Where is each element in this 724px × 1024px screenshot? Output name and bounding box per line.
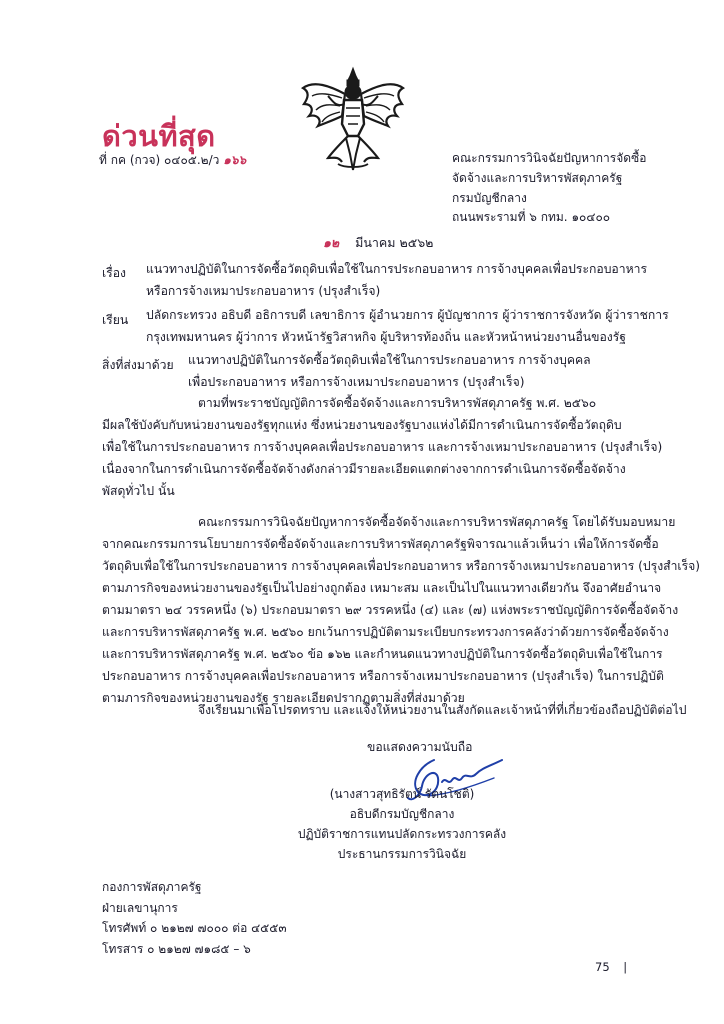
paragraph-line: ตามภารกิจของหน่วยงานของรัฐ รายละเอียดปรากฏตามสิ่งที่ส่งมาด้วย bbox=[102, 691, 465, 705]
enclosure-label: สิ่งที่ส่งมาด้วย bbox=[102, 358, 174, 372]
page-number-value: 75 bbox=[595, 960, 610, 974]
paragraph-line: วัตถุดิบเพื่อใช้ในการประกอบอาหาร การจ้างบุคคลเพื่อประกอบอาหาร หรือการจ้างเหมาประกอบอาหาร (ปรุงสำเร็จ) bbox=[102, 559, 701, 573]
footer-line: ฝ่ายเลขานุการ bbox=[102, 900, 178, 915]
contact-footer bbox=[102, 877, 287, 959]
paragraph-line: พัสดุทั่วไป นั้น bbox=[102, 484, 175, 498]
document-number-prefix: ที่ กค (กวจ) ๐๔๐๕.๒/ว bbox=[99, 153, 220, 167]
addressee-line: กรุงเทพมหานคร ผู้ว่าการ หัวหน้ารัฐวิสาหกิจ ผู้บริหารท้องถิ่น และหัวหน้าหน่วยงานอื่นของรัฐ bbox=[146, 329, 626, 344]
addressee-text bbox=[146, 305, 669, 348]
addressee-label: เรียน bbox=[102, 313, 129, 327]
paragraph-line: เพื่อใช้ในการประกอบอาหาร การจ้างบุคคลเพื่อประกอบอาหาร และการจ้างเหมาประกอบอาหาร (ปรุงสำเร็จ) bbox=[102, 440, 663, 454]
enclosure-line: เพื่อประกอบอาหาร หรือการจ้างเหมาประกอบอาหาร (ปรุงสำเร็จ) bbox=[188, 374, 525, 389]
enclosure-line: แนวทางปฏิบัติในการจัดซื้อวัตถุดิบเพื่อใช้ในการประกอบอาหาร การจ้างบุคคล bbox=[188, 353, 591, 367]
subject-label: เรื่อง bbox=[102, 266, 126, 280]
agency-line: กรมบัญชีกลาง bbox=[452, 190, 527, 205]
signer-title: อธิบดีกรมบัญชีกลาง bbox=[349, 807, 455, 821]
paragraph-line: ตามที่พระราชบัญญัติการจัดซื้อจัดจ้างและการบริหารพัสดุภาครัฐ พ.ศ. ๒๕๖๐ bbox=[198, 396, 597, 410]
footer-line: โทรสาร ๐ ๒๑๒๗ ๗๑๘๕ – ๖ bbox=[102, 941, 251, 956]
document-date bbox=[323, 233, 433, 253]
date-month-year: มีนาคม ๒๕๖๒ bbox=[355, 235, 434, 250]
date-day: ๑๒ bbox=[323, 235, 340, 250]
agency-address bbox=[452, 149, 646, 228]
paragraph-line: และการบริหารพัสดุภาครัฐ พ.ศ. ๒๕๖๐ ยกเว้นการปฏิบัติตามระเบียบกระทรวงการคลังว่าด้วยการจัดซื้อจัดจ้าง bbox=[102, 625, 669, 639]
footer-line: โทรศัพท์ ๐ ๒๑๒๗ ๗๐๐๐ ต่อ ๔๕๕๓ bbox=[102, 921, 287, 935]
garuda-emblem-icon bbox=[300, 66, 406, 174]
signer-block bbox=[296, 784, 508, 864]
paragraph-3: จึงเรียนมาเพื่อโปรดทราบ และแจ้งให้หน่วยงานในสังกัดและเจ้าหน้าที่ที่เกี่ยวข้องถือปฏิบัติต่อไป bbox=[198, 703, 687, 717]
urgency-stamp: ด่วนที่สุด bbox=[102, 119, 216, 153]
signer-title: ประธานกรรมการวินิจฉัย bbox=[337, 847, 467, 861]
signer-title: ปฏิบัติราชการแทนปลัดกระทรวงการคลัง bbox=[297, 827, 507, 841]
footer-line: กองการพัสดุภาครัฐ bbox=[102, 880, 202, 894]
document-number-handwritten: ๑๖๖ bbox=[223, 153, 247, 167]
paragraph-line: ตามมาตรา ๒๔ วรรคหนึ่ง (๖) ประกอบมาตรา ๒๙ วรรคหนึ่ง (๔) และ (๗) แห่งพระราชบัญญัติการจัดซื้อจัดจ้าง bbox=[102, 603, 679, 617]
paragraph-line: มีผลใช้บังคับกับหน่วยงานของรัฐทุกแห่ง ซึ่งหน่วยงานของรัฐบางแห่งได้มีการดำเนินการจัดซื้อวัตถุดิบ bbox=[102, 418, 622, 432]
paragraph-1 bbox=[102, 392, 662, 502]
paragraph-line: และการบริหารพัสดุภาครัฐ พ.ศ. ๒๕๖๐ ข้อ ๑๖๒ และกำหนดแนวทางปฏิบัติในการจัดซื้อวัตถุดิบเพื่อใช้ในการ bbox=[102, 647, 663, 661]
paragraph-line: ตามภารกิจของหน่วยงานของรัฐเป็นไปอย่างถูกต้อง เหมาะสม และเป็นไปในแนวทางเดียวกัน จึงอาศัยอำนาจ bbox=[102, 581, 662, 595]
paragraph-line: เนื่องจากในการดำเนินการจัดซื้อจัดจ้างดังกล่าวมีรายละเอียดแตกต่างจากการดำเนินการจัดซื้อจัดจ้าง bbox=[102, 462, 626, 476]
closing-phrase: ขอแสดงความนับถือ bbox=[367, 740, 473, 754]
paragraph-line: จากคณะกรรมการนโยบายการจัดซื้อจัดจ้างและการบริหารพัสดุภาครัฐพิจารณาแล้วเห็นว่า เพื่อให้การจัดซื้อ bbox=[102, 537, 659, 551]
paragraph-line: คณะกรรมการวินิจฉัยปัญหาการจัดซื้อจัดจ้างและการบริหารพัสดุภาครัฐ โดยได้รับมอบหมาย bbox=[198, 515, 676, 529]
enclosure-text bbox=[188, 350, 591, 393]
page-number bbox=[595, 960, 627, 974]
paragraph-line: ประกอบอาหาร การจ้างบุคคลเพื่อประกอบอาหาร หรือการจ้างเหมาประกอบอาหาร (ปรุงสำเร็จ) ในการปฏิบัติ bbox=[102, 669, 664, 683]
agency-line: จัดจ้างและการบริหารพัสดุภาครัฐ bbox=[452, 170, 623, 185]
paragraph-2 bbox=[102, 511, 700, 709]
page-mark: | bbox=[623, 960, 628, 974]
subject-line: หรือการจ้างเหมาประกอบอาหาร (ปรุงสำเร็จ) bbox=[146, 283, 381, 298]
agency-line: คณะกรรมการวินิจฉัยปัญหาการจัดซื้อ bbox=[452, 151, 647, 165]
document-number bbox=[99, 151, 246, 170]
agency-line: ถนนพระรามที่ ๖ กทม. ๑๐๔๐๐ bbox=[452, 210, 611, 225]
signer-name: (นางสาวสุทธิรัตน์ รัตนโชติ) bbox=[329, 787, 475, 801]
addressee-line: ปลัดกระทรวง อธิบดี อธิการบดี เลขาธิการ ผู้อำนวยการ ผู้บัญชาการ ผู้ว่าราชการจังหวัด ผู้ว่าราชการ bbox=[146, 308, 669, 322]
subject-line: แนวทางปฏิบัติในการจัดซื้อวัตถุดิบเพื่อใช้ในการประกอบอาหาร การจ้างบุคคลเพื่อประกอบอาหาร bbox=[146, 262, 648, 276]
subject-text bbox=[146, 259, 647, 302]
